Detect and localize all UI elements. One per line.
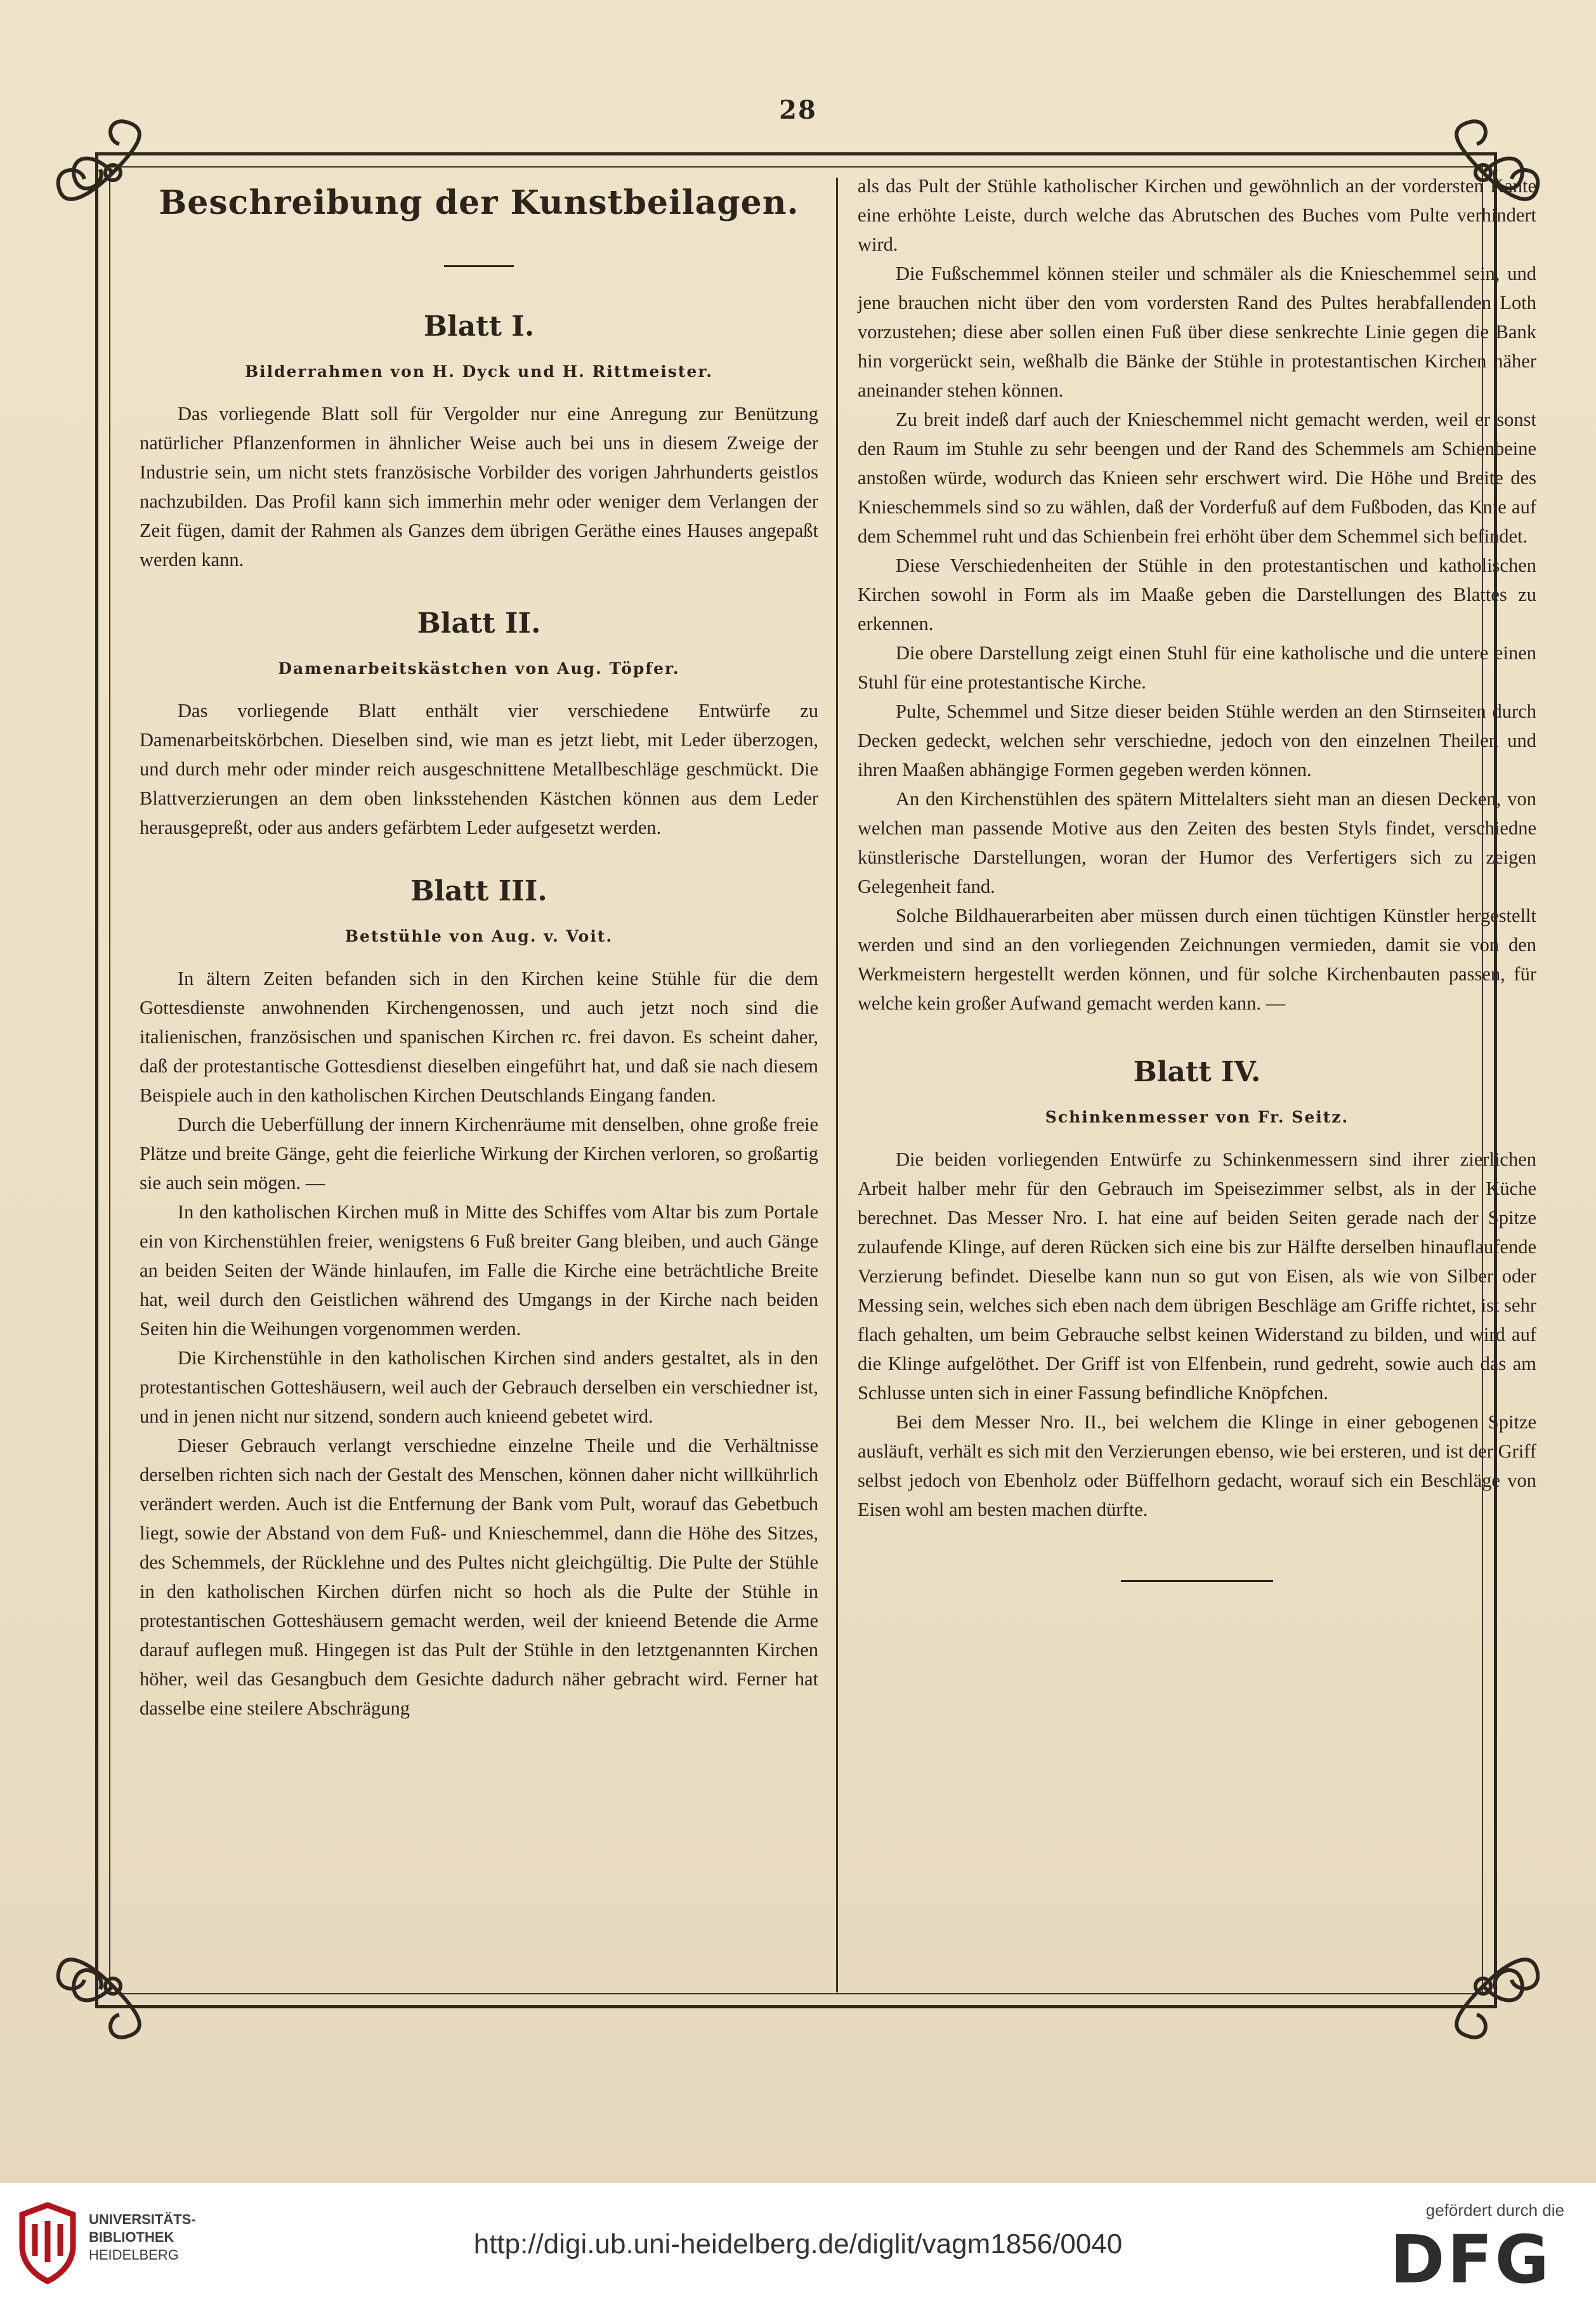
digitization-footer — [0, 2183, 1596, 2304]
paragraph: Bei dem Messer Nro. II., bei welchem die Klinge in einer gebogenen Spitze ausläuft, verhält es sich mit den Verzierungen ebenso, wie bei ersteren, und ist der Griff selbst jedoch von Ebenholz oder Büffelhorn gedacht, worauf sich ein Beschläge von Eisen wohl am besten machen dürfte. — [858, 1411, 1536, 1520]
end-rule — [1121, 1580, 1273, 1582]
funded-by-label: gefördert durch die — [1425, 2201, 1564, 2220]
paragraph: Die Kirchenstühle in den katholischen Kirchen sind anders gestaltet, als in den protestantischen Gotteshäusern, weil auch der Gebrauch derselben ein verschiedner ist, und in jenen nicht nur sitzend, sondern auch knieend gebetet wird. — [140, 1347, 818, 1427]
paragraph: Dieser Gebrauch verlangt verschiedne einzelne Theile und die Verhältnisse derselben richten sich nach der Gestalt des Menschen, können daher nicht willkührlich verändert werden. Auch ist die Entfernung der Bank vom Pult, worauf das Gebetbuch liegt, sowie der Abstand von dem Fuß- und Knieschemmel, dann die Höhe des Sitzes, des Schemmels, der Rücklehne und des Pultes nicht gleichgültig. Die Pulte der Stühle in den katholischen Kirchen dürfen nicht so hoch als die Pulte der Stühle in protestantischen Gotteshäusern gemacht werden, weil der knieend Betende die Arme darauf auflegen muß. Hingegen ist das Pult der Stühle in den letztgenannten Kirchen höher, weil das Gesangbuch dem Gesichte dadurch näher gebracht wird. Ferner hat dasselbe eine steilere Abschrägung — [140, 1435, 818, 1719]
blatt-3-heading: Blatt III. — [410, 875, 547, 907]
paragraph: als das Pult der Stühle katholischer Kirchen und gewöhnlich an der vordersten Kante eine erhöhte Leiste, durch welche das Abrutschen des Buches vom Pulte verhindert wird. — [858, 175, 1536, 255]
paragraph: Durch die Ueberfüllung der innern Kirchenräume mit denselben, ohne große freie Plätze und breite Gänge, geht die feierliche Wirkung der Kirchen verloren, so großartig sie auch sein mögen. — — [140, 1114, 818, 1194]
left-column — [140, 171, 818, 1723]
blatt-2-subtitle: Damenarbeitskästchen von Aug. Töpfer. — [278, 659, 680, 678]
paragraph: Solche Bildhauerarbeiten aber müssen durch einen tüchtigen Künstler hergestellt werden und sind an den vorliegenden Zeichnungen vermieden, damit sie von den Werkmeistern hergestellt werden können, und für solche Kirchenbauten passen, für welche kein großer Aufwand gemacht werden kann. — — [858, 905, 1536, 1014]
paragraph: In ältern Zeiten befanden sich in den Kirchen keine Stühle für die dem Gottesdienste anwohnenden Kirchengenossen, und auch jetzt noch sind die italienischen, französischen und spanischen Kirchen rc. frei davon. Es scheint daher, daß der protestantische Gottesdienst dieselben eingeführt hat, und daß sie nach diesem Beispiele auch in den katholischen Kirchen Deutschlands Eingang fanden. — [140, 968, 818, 1106]
blatt-1-heading: Blatt I. — [423, 310, 535, 343]
column-divider — [836, 178, 838, 1992]
title-rule — [444, 265, 514, 267]
paragraph: Diese Verschiedenheiten der Stühle in den protestantischen und katholischen Kirchen sowohl in Form als im Maaße geben die Darstellungen des Blattes zu erkennen. — [858, 555, 1536, 635]
article-title: Beschreibung der Kunstbeilagen. — [159, 183, 799, 222]
flourish-corner-icon — [49, 1923, 176, 2050]
dfg-logo[interactable]: DFG — [1390, 2221, 1552, 2298]
blatt-4-subtitle: Schinkenmesser von Fr. Seitz. — [1045, 1108, 1349, 1126]
blatt-1-subtitle: Bilderrahmen von H. Dyck und H. Rittmeister. — [245, 362, 713, 381]
blatt-4-heading: Blatt IV. — [1133, 1056, 1261, 1088]
library-line: HEIDELBERG — [89, 2247, 179, 2263]
library-line: UNIVERSITÄTS- — [89, 2211, 196, 2227]
flourish-corner-icon — [1420, 1923, 1547, 2050]
paragraph: In den katholischen Kirchen muß in Mitte des Schiffes vom Altar bis zum Portale ein von Kirchenstühlen freier, wenigstens 6 Fuß breiter Gang bleiben, und auch Gänge an beiden Seiten der Wände hinlaufen, im Falle die Kirche eine beträchtliche Breite hat, weil durch den Geistlichen während des Umgangs in der Kirche nach beiden Seiten hin die Weihungen vorgenommen werden. — [140, 1201, 818, 1340]
blatt-3-subtitle: Betstühle von Aug. v. Voit. — [344, 927, 613, 945]
page-number: 28 — [779, 95, 817, 125]
library-line: BIBLIOTHEK — [89, 2229, 174, 2245]
paragraph: Zu breit indeß darf auch der Knieschemmel nicht gemacht werden, weil er sonst den Raum im Stuhle zu sehr beengen und der Rand des Schemmels am Schienbeine anstoßen würde, wodurch das Knieen sehr erschwert wird. Die Höhe und Breite des Knieschemmels sind so zu wählen, daß der Vorderfuß auf dem Fußboden, das Knie auf dem Schemmel ruht und das Schienbein frei erhöht über dem Schemmel sich befindet. — [858, 409, 1536, 547]
paragraph: Das vorliegende Blatt enthält vier verschiedene Entwürfe zu Damenarbeitskörbchen. Dieselben sind, wie man es jetzt liebt, mit Leder überzogen, und durch mehr oder minder reich ausgeschnittene Metallbeschläge geschmückt. Die Blattverzierungen an dem oben linksstehenden Kästchen können aus dem Leder herausgepreßt, oder aus anders gefärbtem Leder aufgesetzt werden. — [140, 700, 818, 838]
permalink-url[interactable]: http://digi.ub.uni-heidelberg.de/diglit/vagm1856/0040 — [473, 2228, 1123, 2260]
paragraph: Die obere Darstellung zeigt einen Stuhl für eine katholische und die untere einen Stuhl für eine protestantische Kirche. — [858, 642, 1536, 693]
paragraph: Die Fußschemmel können steiler und schmäler als die Knieschemmel sein, und jene brauchen nicht über den vom vordersten Rand des Pultes herabfallenden Loth vorzustehen; diese aber sollen einen Fuß über diese senkrechte Linie gegen die Bank hin vorgerückt sein, weßhalb die Bänke der Stühle in protestantischen Kirchen näher aneinander stehen können. — [858, 263, 1536, 401]
paragraph: An den Kirchenstühlen des spätern Mittelalters sieht man an diesen Decken, von welchen man passende Motive aus den Zeiten des besten Styls findet, verschiedne künstlerische Darstellungen, woran der Humor des Verfertigers sich zu zeigen Gelegenheit fand. — [858, 788, 1536, 897]
paragraph: Pulte, Schemmel und Sitze dieser beiden Stühle werden an den Stirnseiten durch Decken gedeckt, welchen sehr verschiedne, jedoch von den einzelnen Theilen und ihren Maaßen abhängige Formen gegeben werden können. — [858, 701, 1536, 780]
paragraph: Die beiden vorliegenden Entwürfe zu Schinkenmessern sind ihrer zierlichen Arbeit halber mehr für den Gebrauch im Speisezimmer selbst, als in der Küche berechnet. Das Messer Nro. I. hat eine auf beiden Seiten gerade nach der Spitze zulaufende Klinge, auf deren Rücken sich eine bis zur Hälfte derselben hinauflaufende Verzierung befindet. Dieselbe kann nun so gut von Eisen, als wie von Silber oder Messing sein, welches sich eben nach dem übrigen Beschläge am Griffe richtet, ist sehr flach gehalten, um beim Gebrauche selbst keinen Widerstand zu bilden, und wird auf die Klinge aufgelöthet. Der Griff ist von Elfenbein, rund gedreht, sowie auch das am Schlusse unten sich in einer Fassung befindliche Knöpfchen. — [858, 1149, 1536, 1404]
right-column — [858, 171, 1536, 1582]
blatt-2-heading: Blatt II. — [417, 607, 541, 640]
paragraph: Das vorliegende Blatt soll für Vergolder nur eine Anregung zur Benützung natürlicher Pflanzenformen in ähnlicher Weise auch bei uns in diesem Zweige der Industrie sein, um nicht stets französische Vorbilder des vorigen Jahrhunderts geistlos nachzubilden. Das Profil kann sich immerhin mehr oder weniger dem Verlangen der Zeit fügen, damit der Rahmen als Ganzes dem übrigen Geräthe eines Hauses angepaßt werden kann. — [140, 403, 818, 570]
